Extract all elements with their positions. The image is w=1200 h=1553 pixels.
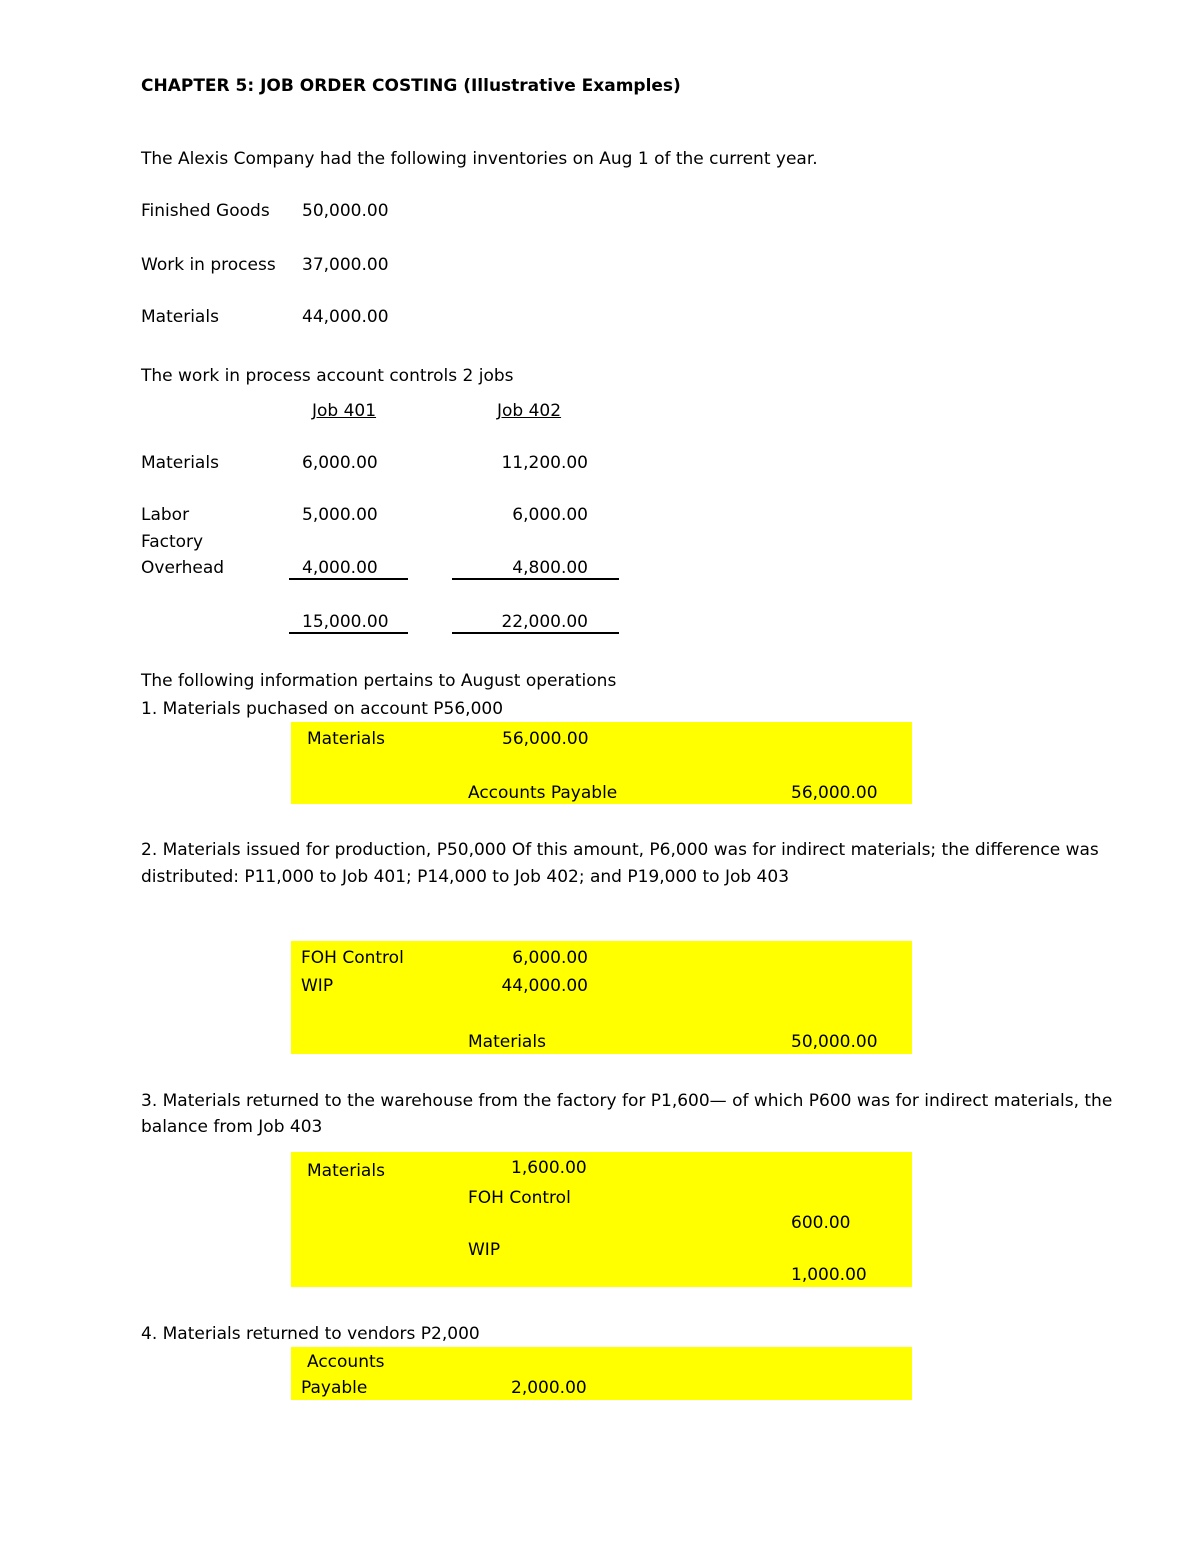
item-number: 3. [141,1091,158,1111]
debit-amount: 1,600.00 [511,1158,587,1178]
item-description: Materials returned to the warehouse from the factory for P1,600— of which P600 was for indirect materials, the balance from Job 403 [141,1091,1113,1137]
debit-account: Materials [307,1161,385,1181]
credit-account: WIP [468,1240,501,1260]
job-402-value: 11,200.00 [501,453,588,473]
job-401-value: 4,000.00 [302,558,378,578]
debit-amount: 44,000.00 [501,976,588,996]
total-rule [452,632,619,634]
subtotal-rule [452,578,619,580]
credit-account: Materials [468,1032,546,1052]
credit-amount: 1,000.00 [791,1265,867,1285]
inventory-amount: 50,000.00 [302,201,389,221]
jobs-row-label: Labor [141,505,190,525]
job-401-value: 5,000.00 [302,505,378,525]
wip-intro-text: The work in process account controls 2 jobs [141,366,514,386]
credit-amount: 600.00 [791,1213,851,1233]
debit-account: Materials [307,729,385,749]
debit-account: Accounts [307,1352,385,1372]
item-4-text [141,1323,480,1345]
job-401-value: 6,000.00 [302,453,378,473]
job-402-value: 6,000.00 [512,505,588,525]
item-description: Materials puchased on account P56,000 [162,699,504,719]
job-402-value: 4,800.00 [512,558,588,578]
credit-account: Accounts Payable [468,783,618,803]
item-3-text [141,1088,1141,1140]
item-number: 2. [141,840,158,860]
job-402-header: Job 402 [497,401,562,421]
item-number: 1. [141,699,158,719]
page-title: CHAPTER 5: JOB ORDER COSTING (Illustrative Examples) [141,76,681,96]
inventory-label: Finished Goods [141,201,270,221]
inventory-amount: 44,000.00 [302,307,389,327]
credit-amount: 56,000.00 [791,783,878,803]
jobs-row-label: Overhead [141,558,225,578]
job-401-header: Job 401 [312,401,377,421]
jobs-row-label: Materials [141,453,219,473]
journal-entry-2 [291,941,912,1054]
debit-account: Payable [301,1378,368,1398]
item-number: 4. [141,1324,158,1344]
total-rule [289,632,408,634]
intro-text: The Alexis Company had the following inventories on Aug 1 of the current year. [141,149,818,169]
inventory-label: Work in process [141,255,276,275]
inventory-label: Materials [141,307,219,327]
debit-account: FOH Control [301,948,404,968]
item-description: Materials issued for production, P50,000 Of this amount, P6,000 was for indirect materials; the difference was distributed: P11,000 to Job 401; P14,000 to Job 402; and P19,000 to Job 403 [141,840,1099,887]
debit-amount: 56,000.00 [502,729,589,749]
subtotal-rule [289,578,408,580]
job-401-total: 15,000.00 [302,612,389,632]
credit-account: FOH Control [468,1188,571,1208]
journal-entry-1 [291,722,912,804]
debit-amount: 2,000.00 [511,1378,587,1398]
august-intro-text: The following information pertains to August operations [141,671,617,691]
inventory-amount: 37,000.00 [302,255,389,275]
journal-entry-3 [291,1152,912,1287]
jobs-row-label: Factory [141,532,204,552]
item-2-text [141,837,1141,891]
debit-account: WIP [301,976,334,996]
journal-entry-4 [291,1347,912,1400]
credit-amount: 50,000.00 [791,1032,878,1052]
debit-amount: 6,000.00 [512,948,588,968]
job-402-total: 22,000.00 [501,612,588,632]
item-description: Materials returned to vendors P2,000 [162,1324,480,1344]
item-1-text [141,698,503,720]
